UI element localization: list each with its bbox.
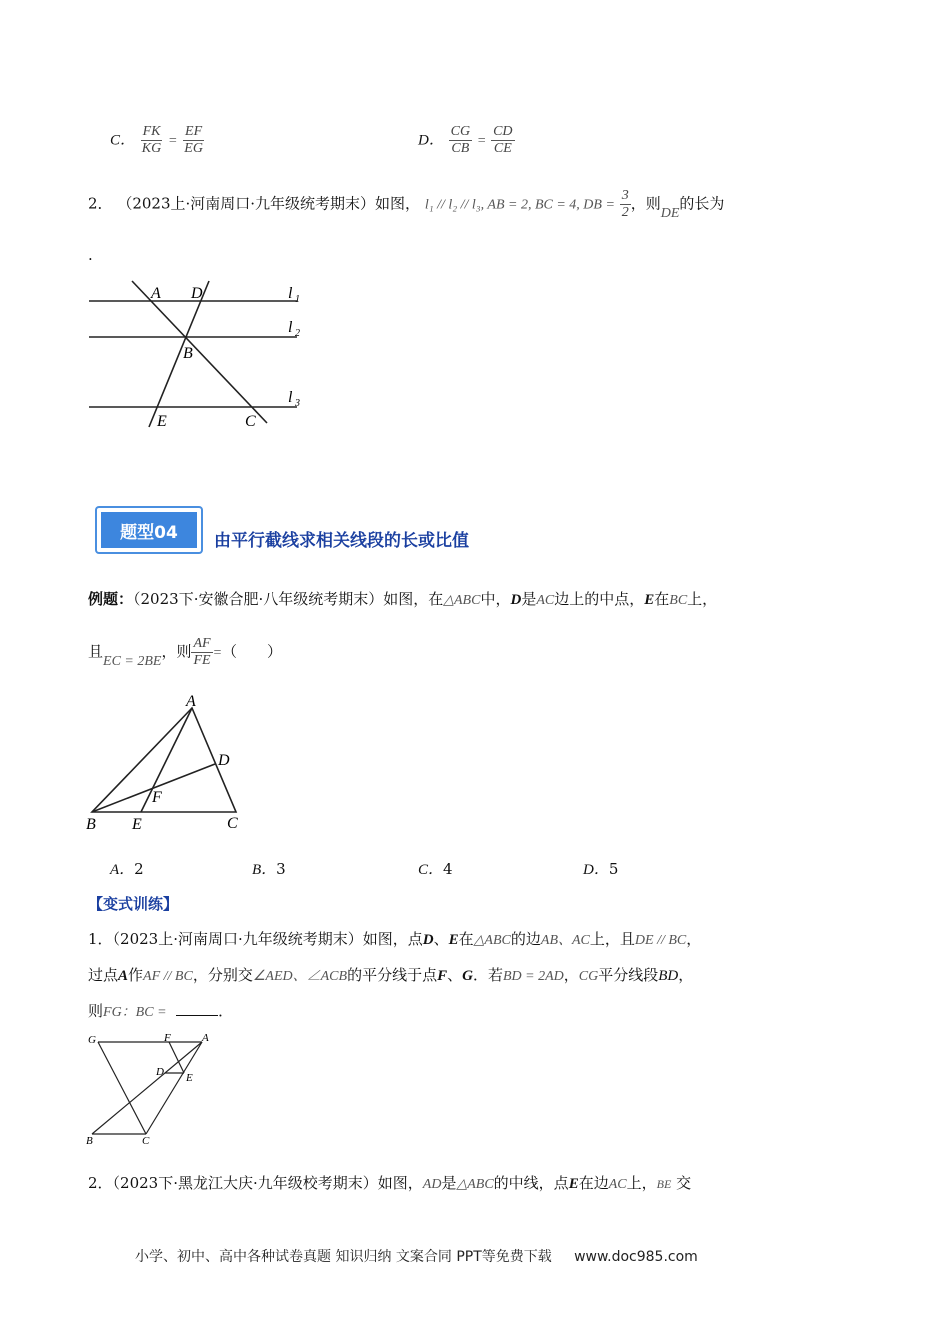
label-l1: l: [288, 285, 293, 302]
fraction: $\frac{CD}{CE}$: [493, 124, 513, 157]
label-a: A: [151, 285, 161, 302]
segment-ae: [141, 708, 192, 812]
footer-url[interactable]: www.doc985.com: [574, 1249, 698, 1265]
example-line-1: 例题：（2023下·安徽合肥·八年级统考期末）如图，在△ABC中，D是AC边上的中点，E在BC上，: [88, 590, 718, 608]
label-l3: l: [288, 389, 293, 406]
fraction: $\frac{3}{2}$: [621, 188, 629, 221]
variant-q1-line-3: 则FG：BC = ．: [88, 1002, 234, 1020]
footer: 小学、初中、高中各种试卷真题 知识归纳 文案合同 PPT等免费下载 www.doc985.com: [135, 1249, 698, 1265]
label-b: B: [86, 816, 96, 833]
segment-gc: [98, 1042, 146, 1134]
label-f: F: [152, 789, 162, 806]
example-option-b: B．3: [252, 860, 286, 878]
fraction: $\frac{EF}{EG}$: [184, 124, 203, 157]
fraction: $\frac{FK}{KG}$: [141, 124, 162, 157]
label-l3-sub: 3: [295, 398, 300, 409]
segment-ac: [146, 1042, 202, 1134]
label-e: E: [186, 1072, 193, 1084]
label-d: D: [218, 752, 230, 769]
example-option-d: D．5: [583, 860, 619, 878]
label-f: F: [164, 1032, 171, 1044]
variant-q1-line-2: 过点A作AF // BC，分别交∠AED、∠ACB的平分线于点F、G．若BD = 2AD，CG平分线段BD，: [88, 966, 694, 984]
answer-blank[interactable]: [176, 1015, 218, 1016]
question-2: 2． （2023上·河南周口·九年级统考期末）如图， l₁ // l₂ // l₃, AB = 2, BC = 4, DB = $\frac{3}{2}$ ，则DE的长为: [88, 188, 725, 221]
section-title: 由平行截线求相关线段的长或比值: [214, 531, 469, 551]
label-e: E: [132, 816, 142, 833]
parallel-lines-figure: [85, 276, 315, 436]
label-l2-sub: 2: [295, 328, 300, 339]
label-e: E: [157, 413, 167, 430]
option-d: D． $\frac{CG}{CB}$ = $\frac{CD}{CE}$: [418, 124, 513, 157]
option-c: C． $\frac{FK}{KG}$ = $\frac{EF}{EG}$: [110, 124, 203, 157]
triangle-abc: [92, 708, 236, 812]
variant-heading: 【变式训练】: [88, 895, 179, 913]
question-2-end: .: [88, 246, 93, 264]
segment-ab: [92, 1042, 202, 1134]
example-line-2: 且EC = 2BE，则 $\frac{AF}{FE}$ =（ ）: [88, 636, 283, 669]
label-l2: l: [288, 319, 293, 336]
example-option-a: A．2: [110, 860, 144, 878]
label-a: A: [202, 1032, 209, 1044]
label-b: B: [183, 345, 193, 362]
label-c: C: [142, 1135, 150, 1147]
label-g: G: [88, 1034, 96, 1046]
label-l1-sub: 1: [295, 294, 300, 305]
trapezoid-figure: [84, 1030, 214, 1148]
label-c: C: [227, 815, 238, 832]
line-de: [149, 281, 209, 427]
triangle-figure: [82, 690, 252, 835]
label-d: D: [156, 1066, 164, 1078]
fraction: $\frac{CG}{CB}$: [450, 124, 471, 157]
section-badge: 题型04: [95, 506, 203, 554]
example-option-c: C．4: [418, 860, 453, 878]
label-c: C: [245, 413, 256, 430]
variant-q1-line-1: 1．（2023上·河南周口·九年级统考期末）如图，点D、E在△ABC的边AB、AC上，且DE // BC，: [88, 930, 702, 948]
label-d: D: [191, 285, 203, 302]
fraction: $\frac{AF}{FE}$: [193, 636, 211, 669]
label-a: A: [186, 693, 196, 710]
variant-q2-line-1: 2．（2023下·黑龙江大庆·九年级校考期末）如图，AD是△ABC的中线，点E在边AC上，BE 交: [88, 1174, 692, 1192]
label-b: B: [86, 1135, 93, 1147]
